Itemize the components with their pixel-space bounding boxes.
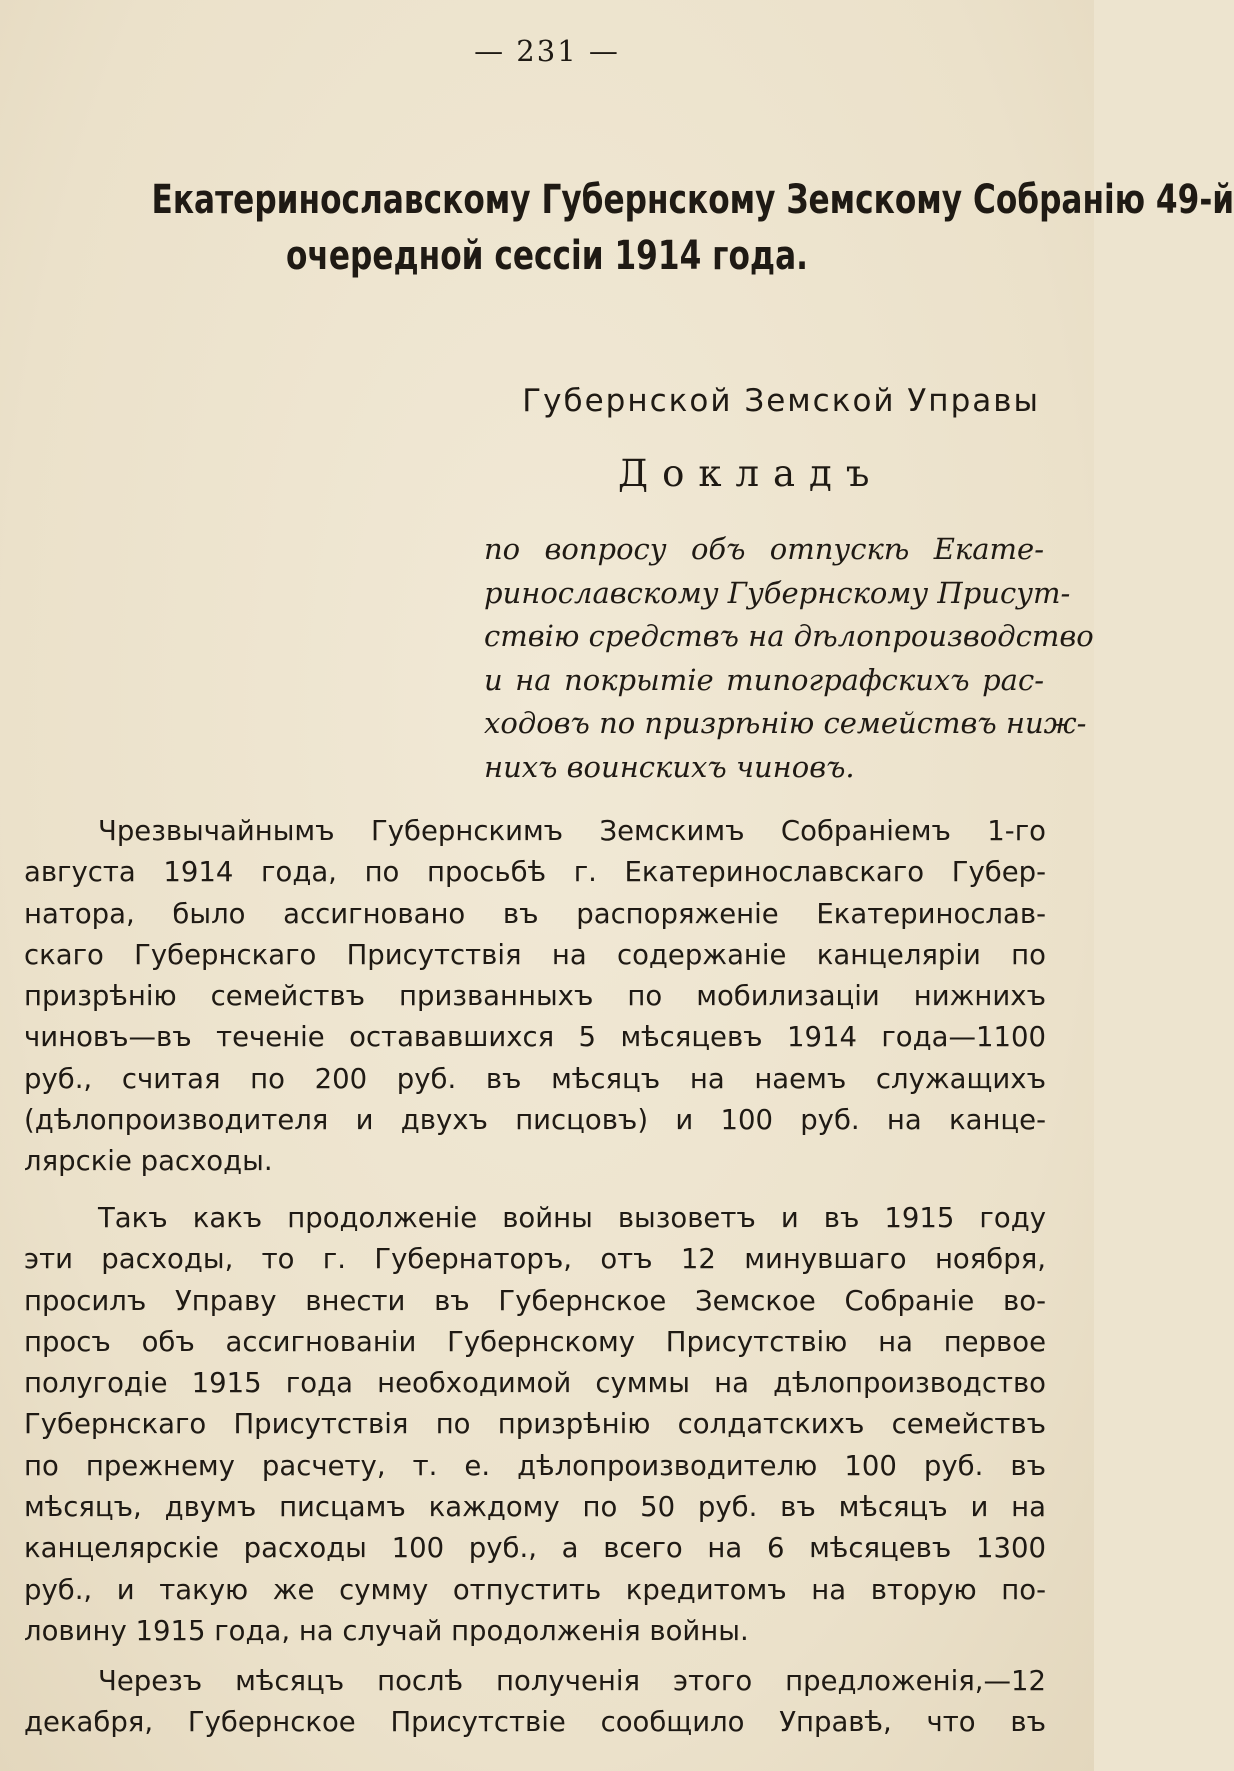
- document-title: [151, 172, 1234, 284]
- paragraph-line: чиновъ—въ теченіе остававшихся 5 мѣсяцевъ 1914 года—1100: [24, 1021, 1046, 1054]
- paragraph-line: ловину 1915 года, на случай продолженія войны.: [24, 1614, 749, 1647]
- paragraph-line: по прежнему расчету, т. е. дѣлопроизводителю 100 руб. въ: [24, 1449, 1046, 1482]
- topic-line: ринославскому Губернскому Присут-: [484, 575, 1071, 610]
- paragraph-line: просъ объ ассигнованіи Губернскому Присутствію на первое: [24, 1325, 1046, 1358]
- paragraph-line: натора, было ассигновано въ распоряженіе Екатеринослав-: [24, 897, 1046, 930]
- paragraph-line: декабря, Губернское Присутствіе сообщило Управѣ, что въ: [24, 1706, 1046, 1739]
- page-number: — 231 —: [474, 34, 620, 68]
- topic-line: и на покрытіе типографскихъ рас-: [484, 662, 1044, 697]
- report-topic: [484, 528, 1094, 789]
- title-line: Екатеринославскому Губернскому Земскому Собранію 49-й: [151, 177, 1234, 223]
- topic-line: ходовъ по призрѣнію семействъ ниж-: [484, 706, 1087, 740]
- paragraph-line: лярскіе расходы.: [24, 1145, 273, 1178]
- document-subtitle: Губернской Земской Управы: [522, 383, 1040, 419]
- body-paragraph: [24, 1661, 1046, 1744]
- paragraph-line: Чрезвычайнымъ Губернскимъ Земскимъ Собраніемъ 1-го: [98, 815, 1046, 847]
- paragraph-line: эти расходы, то г. Губернаторъ, отъ 12 минувшаго ноября,: [24, 1243, 1046, 1276]
- paragraph-line: просилъ Управу внести въ Губернское Земское Собраніе во-: [24, 1284, 1046, 1317]
- title-line: очередной сессіи 1914 года.: [285, 233, 809, 279]
- paragraph-line: Губернскаго Присутствія по призрѣнію солдатскихъ семействъ: [24, 1408, 1046, 1441]
- document-type-heading: Докладъ: [618, 452, 884, 495]
- paragraph-line: скаго Губернскаго Присутствія на содержаніе канцеляріи по: [24, 938, 1046, 971]
- paragraph-line: полугодіе 1915 года необходимой суммы на дѣлопроизводство: [24, 1367, 1046, 1400]
- topic-line: ствію средствъ на дѣлопроизводство: [484, 619, 1094, 653]
- paragraph-line: руб., считая по 200 руб. въ мѣсяцъ на наемъ служащихъ: [24, 1062, 1046, 1095]
- paragraph-line: мѣсяцъ, двумъ писцамъ каждому по 50 руб. въ мѣсяцъ и на: [24, 1491, 1046, 1524]
- body-paragraph: [24, 811, 1046, 1183]
- paragraph-line: Черезъ мѣсяцъ послѣ полученія этого предложенія,—12: [98, 1665, 1046, 1697]
- body-paragraph: [24, 1198, 1046, 1652]
- paragraph-line: руб., и такую же сумму отпустить кредитомъ на вторую по-: [24, 1573, 1046, 1606]
- paragraph-line: августа 1914 года, по просьбѣ г. Екатеринославскаго Губер-: [24, 856, 1046, 889]
- paragraph-line: призрѣнію семействъ призванныхъ по мобилизаціи нижнихъ: [24, 980, 1046, 1013]
- topic-line: нихъ воинскихъ чиновъ.: [484, 749, 855, 784]
- topic-line: по вопросу объ отпускѣ Екате-: [484, 532, 1044, 566]
- paragraph-line: Такъ какъ продолженіе войны вызоветъ и въ 1915 году: [98, 1202, 1046, 1234]
- paragraph-line: (дѣлопроизводителя и двухъ писцовъ) и 100 руб. на канце-: [24, 1104, 1046, 1137]
- paragraph-line: канцелярскіе расходы 100 руб., а всего на 6 мѣсяцевъ 1300: [24, 1532, 1046, 1565]
